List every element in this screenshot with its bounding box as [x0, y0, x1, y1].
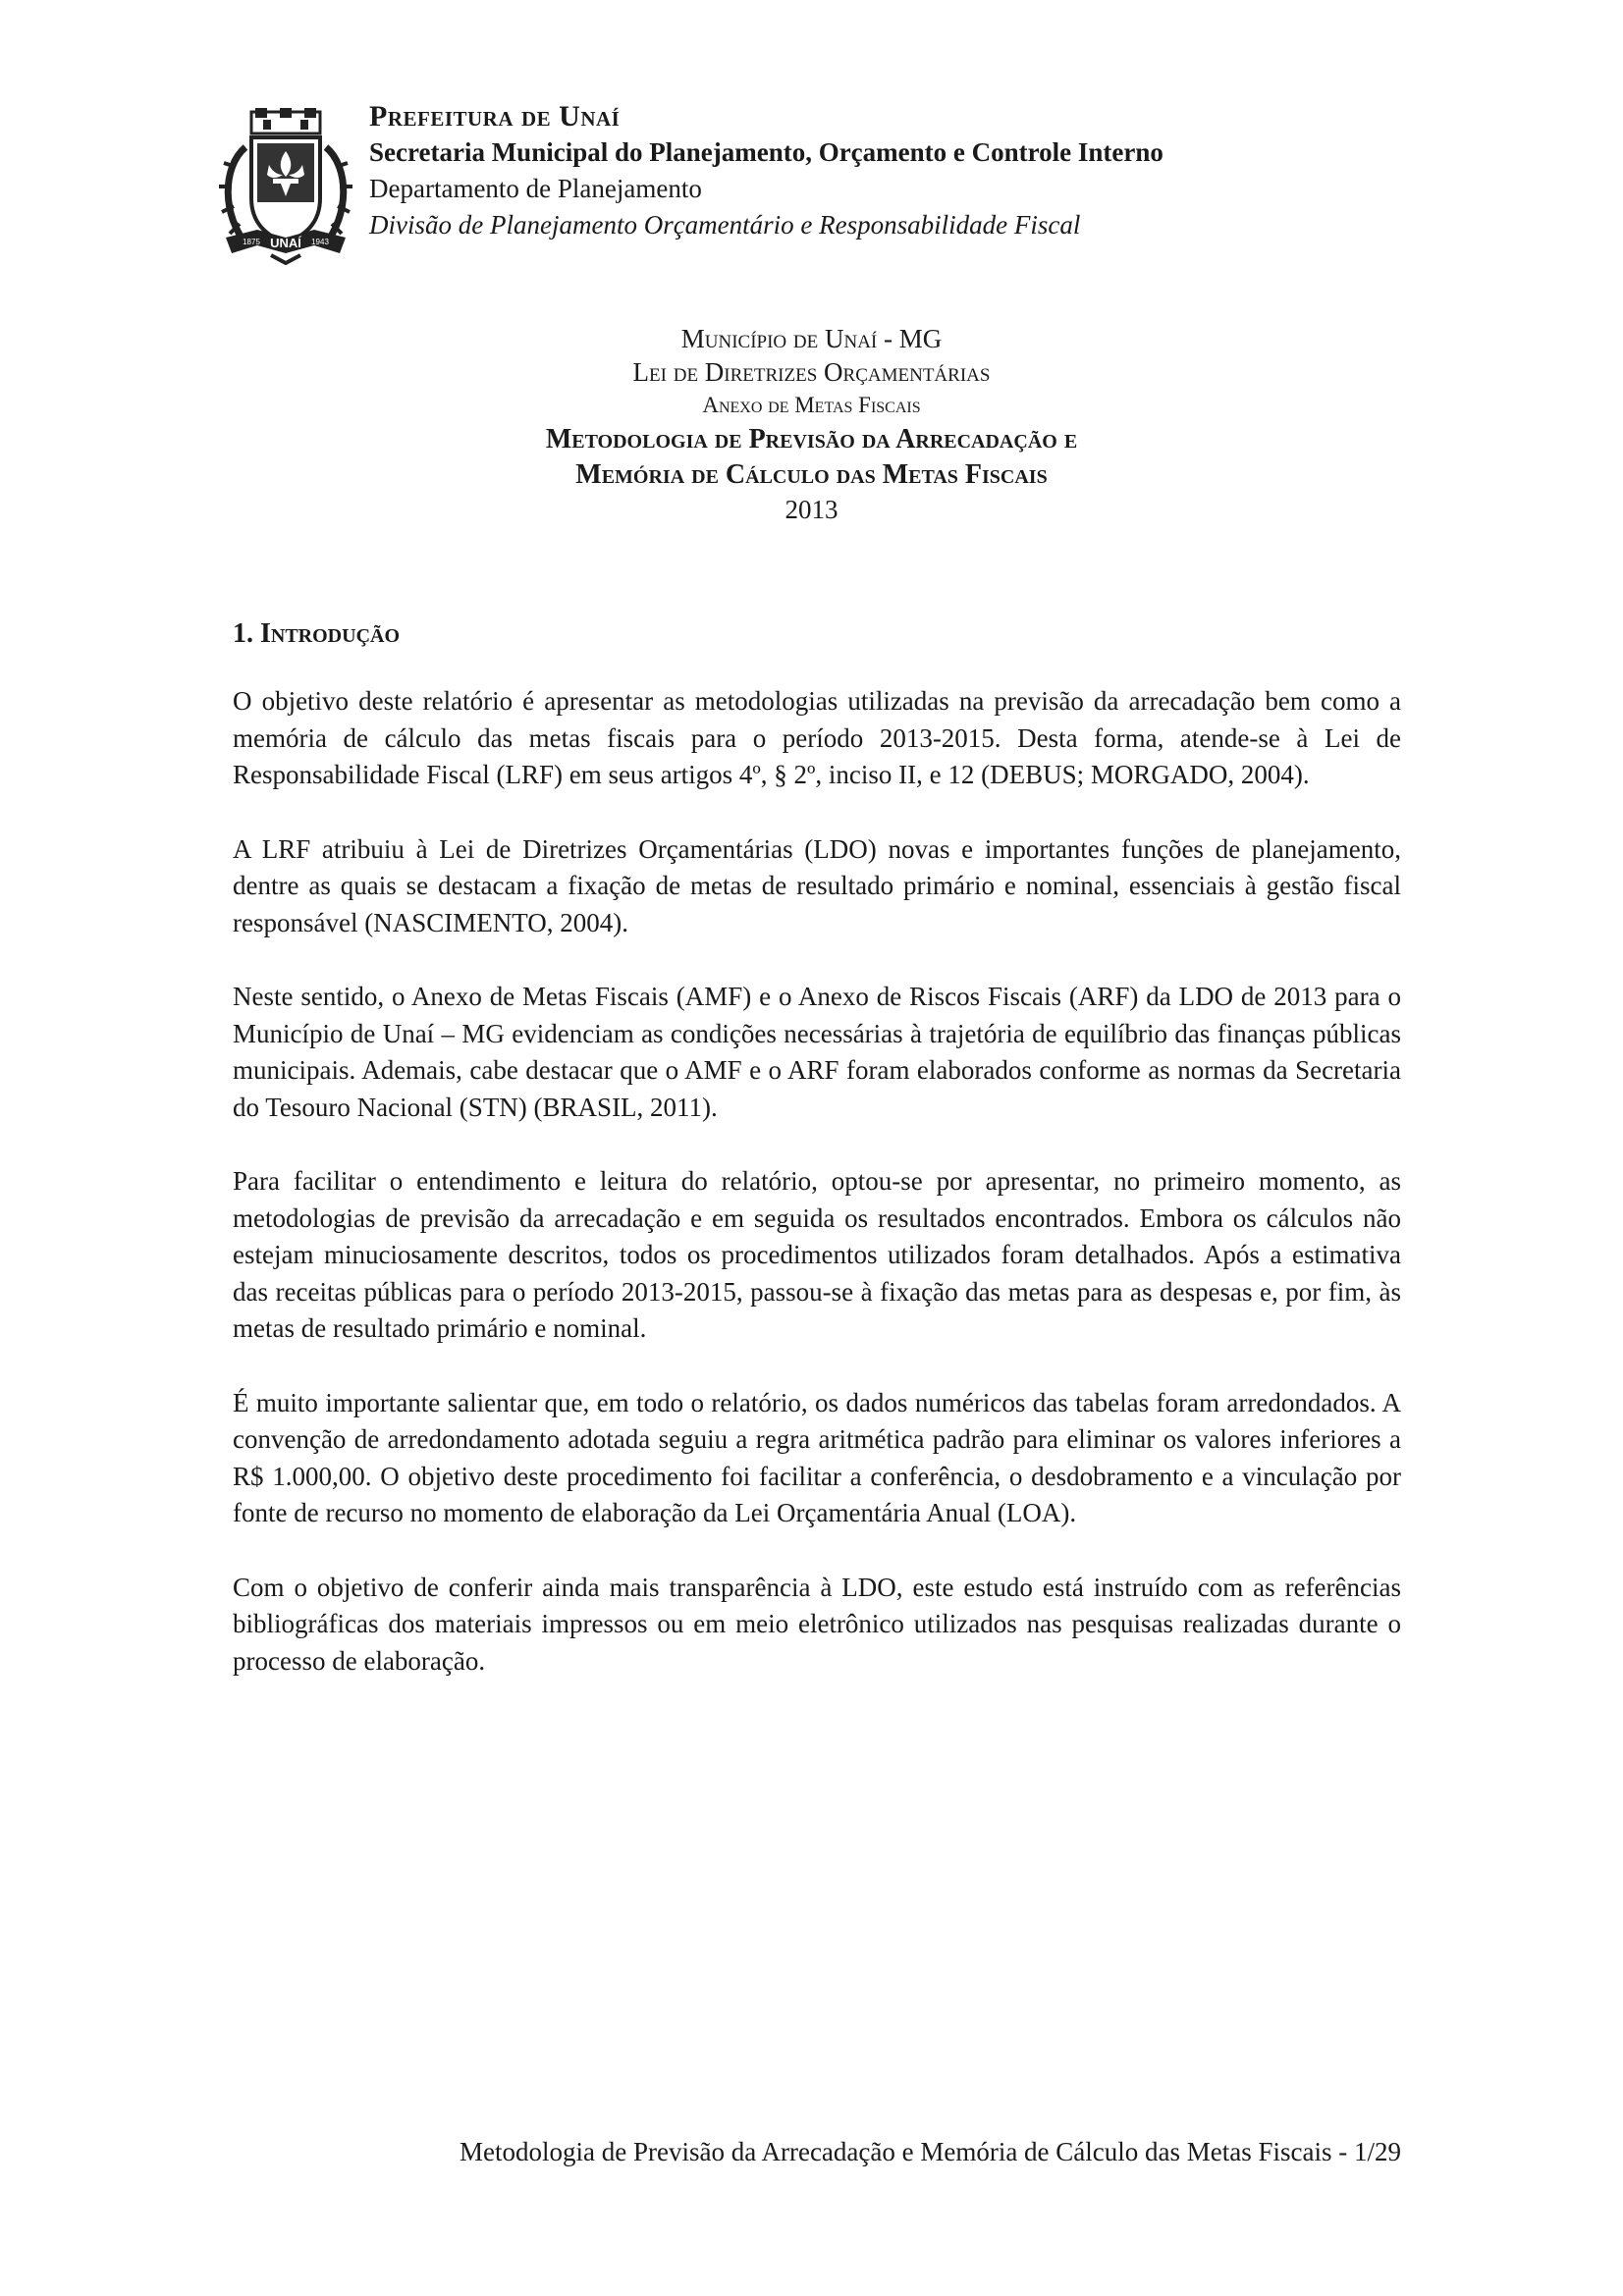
introduction-body — [233, 683, 1401, 1717]
paragraph: Para facilitar o entendimento e leitura do relatório, optou-se por apresentar, no primeiro momento, as metodologias de previsão da arrecadação e em seguida os resultados encontrados. Embora os cálculos não estejam minuciosamente descritos, todos os procedimentos utilizados foram detalhados. Após a estimativa das receitas públicas para o período 2013-2015, passou-se à fixação das metas para as despesas e, por fim, às metas de resultado primário e nominal. — [233, 1166, 1401, 1343]
main-title-line-1: Metodologia de Previsão da Arrecadação e — [545, 424, 1078, 454]
paragraph: A LRF atribuiu à Lei de Diretrizes Orçamentárias (LDO) novas e importantes funções de planejamento, dentre as quais se destacam a fixação de metas de resultado primário e nominal, essenciais à gestão fiscal responsável (NASCIMENTO, 2004). — [233, 833, 1401, 937]
crest-motto: UNAÍ — [270, 236, 301, 250]
municipality-title: Município de Unaí - MG — [680, 324, 943, 353]
document-title-block — [0, 322, 1623, 526]
city-hall-name: Prefeitura de Unaí — [369, 100, 621, 133]
division-name: Divisão de Planejamento Orçamentário e Responsabilidade Fiscal — [369, 210, 1081, 240]
crest-year-left: 1875 — [243, 238, 260, 246]
paragraph: É muito importante salientar que, em todo o relatório, os dados numéricos das tabelas foram arredondados. A convenção de arredondamento adotada seguiu a regra aritmética padrão para eliminar os valores inferiores a R$ 1.000,00. O objetivo deste procedimento foi facilitar a conferência, o desdobramento e a vinculação por fonte de recurso no momento de elaboração da Lei Orçamentária Anual (LOA). — [233, 1387, 1401, 1527]
document-year: 2013 — [784, 495, 839, 524]
main-title-line-2: Memória de Cálculo das Metas Fiscais — [575, 459, 1048, 490]
section-heading-introduction: 1. Introdução — [233, 618, 401, 649]
page-footer: Metodologia de Previsão da Arrecadação e Memória de Cálculo das Metas Fiscais - 1/29 — [460, 2137, 1401, 2166]
letterhead — [218, 98, 1396, 265]
department-name: Departamento de Planejamento — [369, 174, 702, 203]
municipal-coat-of-arms-icon — [218, 108, 353, 265]
law-title: Lei de Diretrizes Orçamentárias — [632, 357, 991, 387]
secretariat-name: Secretaria Municipal do Planejamento, Orçamento e Controle Interno — [369, 137, 1163, 167]
paragraph: Neste sentido, o Anexo de Metas Fiscais (AMF) e o Anexo de Riscos Fiscais (ARF) da LDO de 2013 para o Município de Unaí – MG evidenciam as condições necessárias à trajetória de equilíbrio das finanças públicas municipais. Ademais, cabe destacar que o AMF e o ARF foram elaborados conforme as normas da Secretaria do Tesouro Nacional (STN) (BRASIL, 2011). — [233, 982, 1401, 1122]
crest-year-right: 1943 — [311, 238, 329, 246]
paragraph: Com o objetivo de conferir ainda mais transparência à LDO, este estudo está instruído com as referências bibliográficas dos materiais impressos ou em meio eletrônico utilizados nas pesquisas realizadas durante o processo de elaboração. — [233, 1572, 1401, 1676]
paragraph: O objetivo deste relatório é apresentar as metodologias utilizadas na previsão da arrecadação bem como a memória de cálculo das metas fiscais para o período 2013-2015. Desta forma, atende-se à Lei de Responsabilidade Fiscal (LRF) em seus artigos 4º, § 2º, inciso II, e 12 (DEBUS; MORGADO, 2004). — [233, 686, 1401, 789]
letterhead-text — [369, 98, 1163, 243]
annex-title: Anexo de Metas Fiscais — [702, 393, 921, 417]
